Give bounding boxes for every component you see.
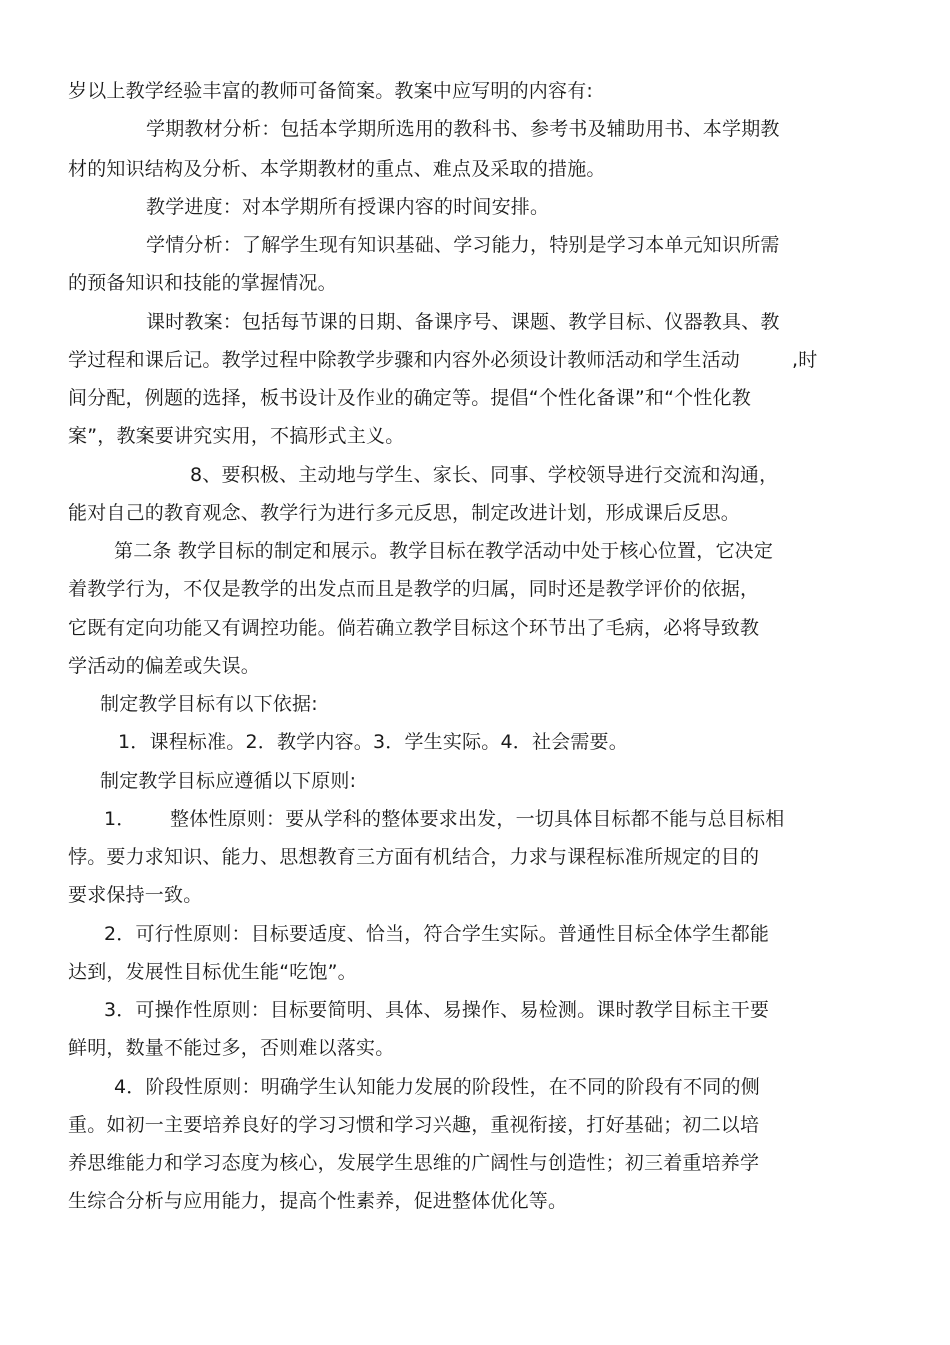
text-line-20-num: 1．	[104, 808, 136, 830]
text-line-22: 要求保持一致。	[68, 884, 203, 906]
text-line-24: 达到，发展性目标优生能“吃饱”。	[68, 961, 357, 983]
text-line-25: 3．可操作性原则：目标要简明、具体、易操作、易检测。课时教学目标主干要	[104, 999, 770, 1021]
text-line-30: 生综合分析与应用能力，提高个性素养，促进整体优化等。	[68, 1190, 568, 1212]
text-line-11: 8、要积极、主动地与学生、家长、同事、学校领导进行交流和沟通，	[190, 464, 779, 486]
text-line-19: 制定教学目标应遵循以下原则:	[100, 770, 357, 792]
text-line-23: 2．可行性原则：目标要适度、恰当，符合学生实际。普通性目标全体学生都能	[104, 923, 770, 945]
text-line-29: 养思维能力和学习态度为核心，发展学生思维的广阔性与创造性；初三着重培养学	[68, 1152, 760, 1174]
text-line-1: 岁以上教学经验丰富的教师可备简案。教案中应写明的内容有:	[68, 80, 594, 102]
text-line-2: 学期教材分析：包括本学期所选用的教科书、参考书及辅助用书、本学期教	[146, 118, 780, 140]
text-line-7: 课时教案：包括每节课的日期、备课序号、课题、教学目标、仪器教具、教	[146, 311, 780, 333]
text-line-10: 案”，教案要讲究实用，不搞形式主义。	[68, 425, 405, 447]
text-line-13: 第二条 教学目标的制定和展示。教学目标在教学活动中处于核心位置，它决定	[114, 540, 774, 562]
text-line-27: 4．阶段性原则：明确学生认知能力发展的阶段性，在不同的阶段有不同的侧	[114, 1076, 760, 1098]
text-line-14: 着教学行为，不仅是教学的出发点而且是教学的归属，同时还是教学评价的依据，	[68, 578, 760, 600]
text-line-8-main: 学过程和课后记。教学过程中除教学步骤和内容外必须设计教师活动和学生活动	[68, 349, 741, 371]
text-line-6: 的预备知识和技能的掌握情况。	[68, 272, 337, 294]
text-line-15: 它既有定向功能又有调控功能。倘若确立教学目标这个环节出了毛病，必将导致教	[68, 617, 760, 639]
text-line-8	[68, 348, 817, 372]
text-line-21: 悖。要力求知识、能力、思想教育三方面有机结合，力求与课程标准所规定的目的	[68, 846, 760, 868]
text-line-16: 学活动的偏差或失误。	[68, 655, 261, 677]
text-line-28: 重。如初一主要培养良好的学习习惯和学习兴趣，重视衔接，打好基础；初二以培	[68, 1114, 760, 1136]
text-line-26: 鲜明，数量不能过多，否则难以落实。	[68, 1037, 395, 1059]
text-line-4: 教学进度：对本学期所有授课内容的时间安排。	[146, 196, 550, 218]
text-line-9: 间分配，例题的选择，板书设计及作业的确定等。提倡“个性化备课”和“个性化教	[68, 387, 751, 409]
text-line-20: 整体性原则：要从学科的整体要求出发，一切具体目标都不能与总目标相	[170, 808, 785, 830]
text-line-12: 能对自己的教育观念、教学行为进行多元反思，制定改进计划，形成课后反思。	[68, 502, 741, 524]
text-line-17: 制定教学目标有以下依据:	[100, 693, 318, 715]
text-line-3: 材的知识结构及分析、本学期教材的重点、难点及采取的措施。	[68, 158, 606, 180]
text-line-5: 学情分析：了解学生现有知识基础、学习能力，特别是学习本单元知识所需	[146, 234, 780, 256]
text-line-8-tail: ,时	[792, 349, 818, 371]
text-line-18: 1．课程标准。2．教学内容。3．学生实际。4．社会需要。	[118, 731, 628, 753]
